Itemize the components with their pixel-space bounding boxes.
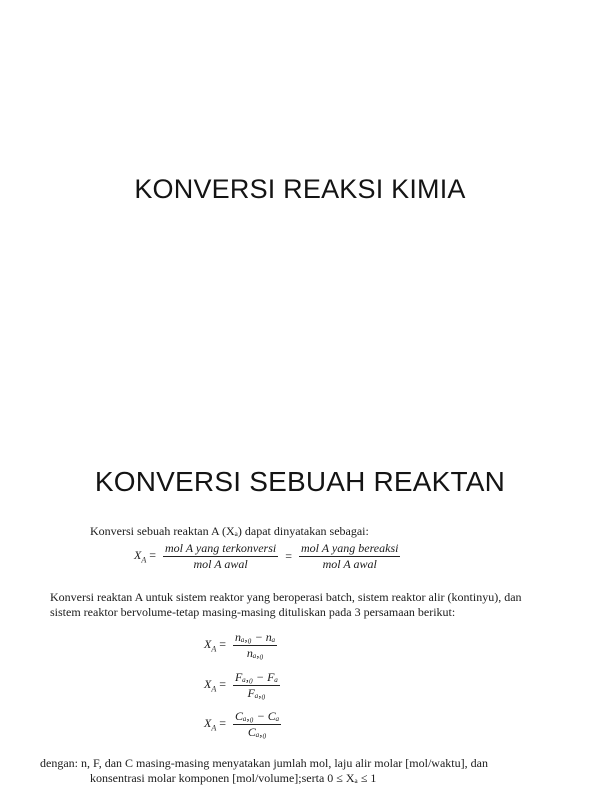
eq1-fraction-2 [299, 541, 400, 572]
flow-conversion-equation: $X_A$ = $\frac{\text{Fₐ,₀ − Fₐ}}{\text{Fₐ,₀}}$ [204, 670, 278, 700]
eq1-frac2-denominator: mol A awal [322, 557, 377, 571]
batch-conversion-equation: $X_A$ = $\frac{\text{nₐ,₀ − nₐ}}{\text{nₐ,₀}}$ [204, 630, 276, 660]
flow-denominator: Fₐ,₀ [247, 686, 266, 700]
eq1-fraction-1 [163, 541, 278, 572]
constant-volume-conversion-equation: $X_A$ = $\frac{\text{Cₐ,₀ − Cₐ}}{\text{Cₐ,₀}}$ [204, 709, 280, 739]
intro-text: Konversi sebuah reaktan A (Xₐ) dapat dinyatakan sebagai: [90, 524, 369, 538]
eq1-frac1-numerator: mol A yang terkonversi [165, 541, 277, 555]
eq1-lhs: X [134, 548, 142, 563]
footer-line-2: konsentrasi molar komponen [mol/volume];serta 0 ≤ Xₐ ≤ 1 [90, 771, 377, 785]
const-numerator: Cₐ,₀ − Cₐ [235, 709, 280, 723]
slide-2-title: KONVERSI SEBUAH REAKTAN [94, 466, 506, 497]
footer-line-1: dengan: n, F, dan C masing-masing menyatakan jumlah mol, laju alir molar [mol/waktu], dan [40, 756, 488, 770]
eq1-lhs-sub: A [141, 555, 147, 565]
paragraph-line-2: sistem reaktor bervolume-tetap masing-masing dituliskan pada 3 persamaan berikut: [50, 605, 456, 619]
eq1-frac2-numerator: mol A yang bereaksi [301, 541, 399, 555]
const-denominator: Cₐ,₀ [247, 725, 267, 739]
paragraph-line-1: Konversi reaktan A untuk sistem reaktor yang beroperasi batch, sistem reaktor alir (kontinyu), dan [50, 590, 522, 604]
batch-denominator: nₐ,₀ [246, 646, 264, 660]
flow-numerator: Fₐ,₀ − Fₐ [235, 670, 278, 684]
conversion-definition-equation: $X_A$ = $\frac{\text{mol A yang terkonversi}}{\text{mol A awal}}$ = $\frac{\text{mol A yang bereaksi}}{\text{mol A awal}}$ [134, 541, 399, 571]
batch-numerator: nₐ,₀ − nₐ [235, 630, 276, 644]
eq1-frac1-denominator: mol A awal [193, 557, 248, 571]
slide-1-title: KONVERSI REAKSI KIMIA [134, 174, 466, 204]
slide-2 [0, 400, 600, 800]
